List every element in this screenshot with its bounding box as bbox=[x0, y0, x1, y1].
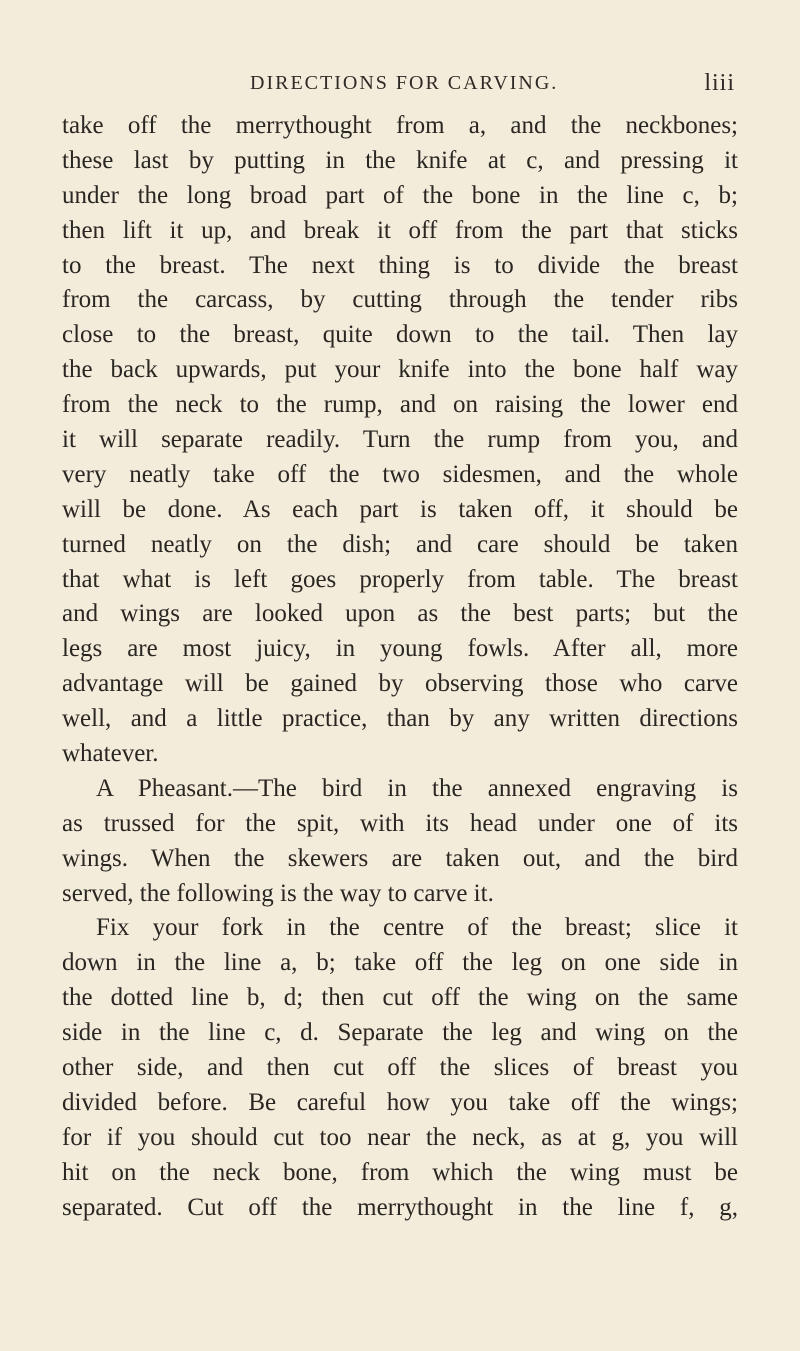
text-line: from the carcass, by cutting through the tender ribs bbox=[62, 286, 738, 314]
text-line: for if you should cut too near the neck, as at g, you will bbox=[62, 1123, 738, 1151]
text-line: advantage will be gained by observing those who carve bbox=[62, 670, 738, 698]
text-line: hit on the neck bone, from which the wing must be bbox=[62, 1158, 738, 1186]
text-line: down in the line a, b; take off the leg on one side in bbox=[62, 949, 738, 977]
text-line: under the long broad part of the bone in the line c, b; bbox=[62, 181, 738, 209]
section-heading-line: A Pheasant.—The bird in the annexed engraving is bbox=[96, 774, 738, 802]
text-line: close to the breast, quite down to the tail. Then lay bbox=[62, 321, 738, 349]
body-text bbox=[62, 109, 738, 1226]
text-line: well, and a little practice, than by any written directions bbox=[62, 705, 738, 733]
text-line: as trussed for the spit, with its head under one of its bbox=[62, 809, 738, 837]
running-title: DIRECTIONS FOR CARVING. bbox=[250, 72, 559, 94]
text-line: very neatly take off the two sidesmen, and the whole bbox=[62, 460, 738, 488]
text-line: it will separate readily. Turn the rump from you, and bbox=[62, 426, 738, 454]
page-number: liii bbox=[704, 70, 735, 96]
text-line: legs are most juicy, in young fowls. After all, more bbox=[62, 635, 738, 663]
text-line: then lift it up, and break it off from the part that sticks bbox=[62, 216, 738, 244]
text-line: served, the following is the way to carve it. bbox=[62, 879, 494, 907]
text-line: from the neck to the rump, and on raising the lower end bbox=[62, 391, 738, 419]
text-line: that what is left goes properly from table. The breast bbox=[62, 565, 738, 593]
text-line: to the breast. The next thing is to divide the breast bbox=[62, 251, 738, 279]
text-line: side in the line c, d. Separate the leg and wing on the bbox=[62, 1019, 738, 1047]
text-line: other side, and then cut off the slices of breast you bbox=[62, 1054, 738, 1082]
text-line: whatever. bbox=[62, 740, 159, 768]
text-line: these last by putting in the knife at c, and pressing it bbox=[62, 146, 738, 174]
text-line: separated. Cut off the merrythought in the line f, g, bbox=[62, 1193, 738, 1221]
text-line: turned neatly on the dish; and care should be taken bbox=[62, 530, 738, 558]
text-line: divided before. Be careful how you take off the wings; bbox=[62, 1088, 738, 1116]
text-line: take off the merrythought from a, and the neckbones; bbox=[62, 112, 738, 139]
text-line: wings. When the skewers are taken out, and the bird bbox=[62, 844, 738, 872]
text-line: the back upwards, put your knife into the bone half way bbox=[62, 356, 738, 384]
text-line: the dotted line b, d; then cut off the wing on the same bbox=[62, 984, 738, 1012]
running-head bbox=[250, 72, 735, 102]
text-line: and wings are looked upon as the best parts; but the bbox=[62, 600, 738, 628]
text-line: will be done. As each part is taken off, it should be bbox=[62, 495, 738, 523]
text-line: Fix your fork in the centre of the breast; slice it bbox=[96, 914, 738, 942]
